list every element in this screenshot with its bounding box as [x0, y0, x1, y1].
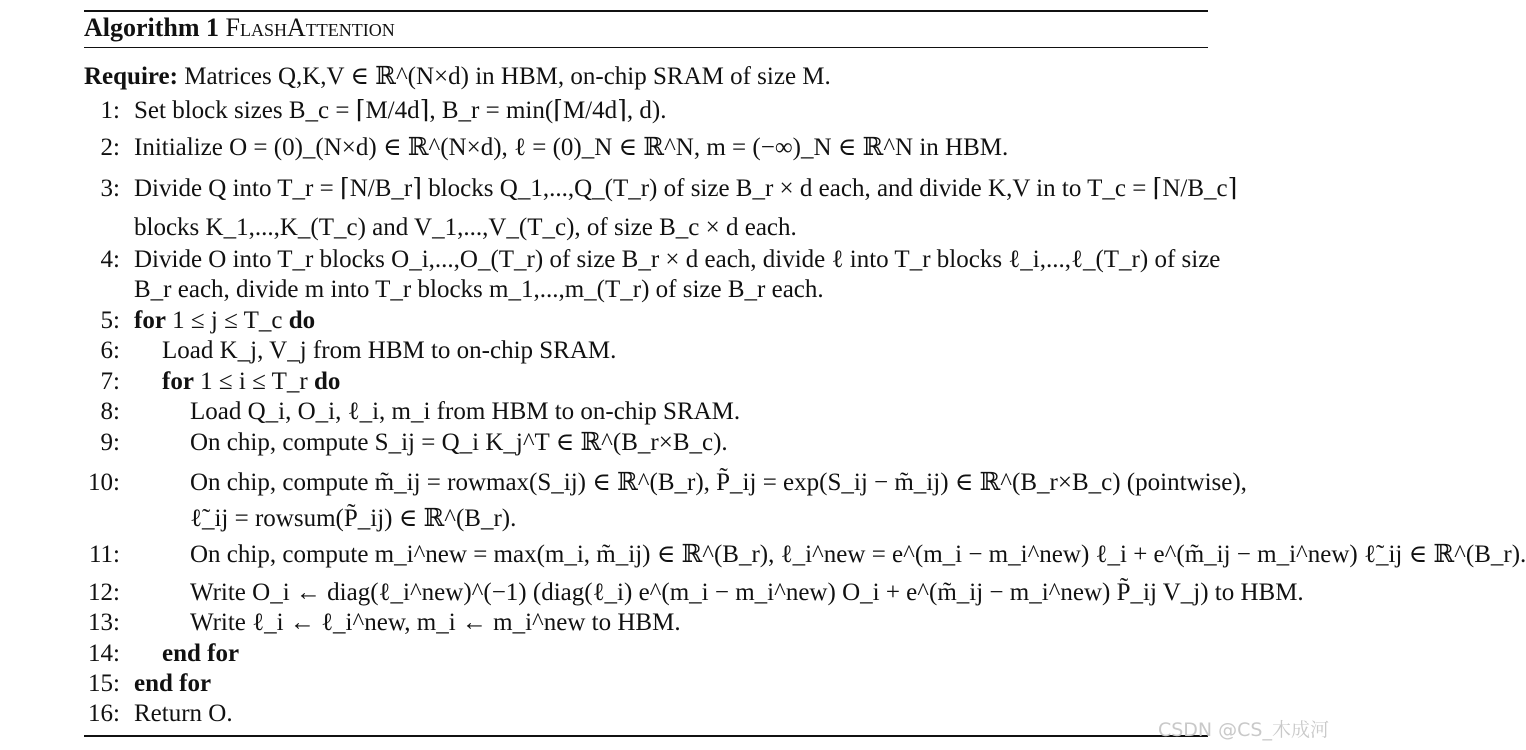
loop-range: 1 ≤ i ≤ T_r [200, 368, 308, 395]
step-number: 13: [88, 609, 120, 636]
step-text [162, 367, 340, 397]
step-number: 5: [100, 307, 120, 334]
require-line [84, 62, 831, 92]
step-number: 1: [100, 97, 120, 124]
step-number: 3: [100, 175, 120, 202]
step-number: 2: [100, 134, 120, 161]
step-text: Initialize O = (0)_(N×d) ∈ ℝ^(N×d), ℓ = (0)_N ∈ ℝ^N, m = (−∞)_N ∈ ℝ^N in HBM. [134, 134, 1009, 161]
step-text: On chip, compute m̃_ij = rowmax(S_ij) ∈ ℝ^(B_r), P̃_ij = exp(S_ij − m̃_ij) ∈ ℝ^(B_r×B_c) (pointwise), [190, 469, 1247, 496]
step-number: 4: [100, 246, 120, 273]
step-text: Divide O into T_r blocks O_i,...,O_(T_r) of size B_r × d each, divide ℓ into T_r blocks ℓ_i,...,ℓ_(T_r) of size [134, 246, 1221, 273]
algorithm-label: Algorithm 1 [84, 13, 220, 42]
step-number: 15: [88, 670, 120, 697]
step-text: Return O. [134, 700, 233, 727]
watermark: CSDN @CS_木成河 [1157, 719, 1329, 741]
step-text: Set block sizes B_c = ⌈M/4d⌉, B_r = min(⌈M/4d⌉, d). [134, 97, 667, 124]
keyword-do: do [288, 307, 316, 334]
loop-range: 1 ≤ j ≤ T_c [172, 307, 283, 334]
step-text: end for [134, 670, 212, 697]
require-text: Matrices Q,K,V ∈ ℝ^(N×d) in HBM, on-chip SRAM of size M. [184, 63, 831, 90]
bottom-rule [84, 735, 1208, 737]
step-number: 12: [88, 579, 120, 606]
step-number: 14: [88, 640, 120, 667]
step-text: Divide Q into T_r = ⌈N/B_r⌉ blocks Q_1,...,Q_(T_r) of size B_r × d each, and divide K,V in to T_c = ⌈N/B_c⌉ [134, 175, 1238, 202]
step-number: 10: [88, 469, 120, 496]
step-number: 16: [88, 700, 120, 727]
step-text: Write O_i ← diag(ℓ_i^new)^(−1) (diag(ℓ_i) e^(m_i − m_i^new) O_i + e^(m̃_ij − m_i^new) P̃_ij V_j) to HBM. [190, 579, 1304, 606]
step-text: Load K_j, V_j from HBM to on-chip SRAM. [162, 337, 617, 364]
algorithm-title [84, 12, 395, 44]
step-text-continued: ℓ̃_ij = rowsum(P̃_ij) ∈ ℝ^(B_r). [190, 505, 517, 532]
title-rule [84, 47, 1208, 48]
algorithm-name: FlashAttention [225, 13, 395, 42]
step-text: Load Q_i, O_i, ℓ_i, m_i from HBM to on-chip SRAM. [190, 398, 741, 425]
step-number: 6: [100, 337, 120, 364]
step-number: 8: [100, 398, 120, 425]
keyword-for: for [134, 307, 166, 334]
require-keyword: Require: [84, 63, 178, 90]
step-text: Write ℓ_i ← ℓ_i^new, m_i ← m_i^new to HBM. [190, 609, 681, 636]
step-number: 9: [100, 429, 120, 456]
keyword-for: for [162, 368, 194, 395]
step-text: end for [162, 640, 240, 667]
keyword-do: do [313, 368, 341, 395]
step-text: On chip, compute m_i^new = max(m_i, m̃_ij) ∈ ℝ^(B_r), ℓ_i^new = e^(m_i − m_i^new) ℓ_i + e^(m̃_ij − m_i^new) ℓ̃_ij ∈ ℝ^(B_r). [190, 541, 1526, 568]
step-number: 11: [88, 541, 120, 568]
step-text-continued: B_r each, divide m into T_r blocks m_1,...,m_(T_r) of size B_r each. [134, 276, 824, 303]
step-number: 7: [100, 368, 120, 395]
step-text: On chip, compute S_ij = Q_i K_j^T ∈ ℝ^(B_r×B_c). [190, 429, 728, 456]
step-text-continued: blocks K_1,...,K_(T_c) and V_1,...,V_(T_c), of size B_c × d each. [134, 214, 797, 241]
step-text [134, 306, 315, 336]
